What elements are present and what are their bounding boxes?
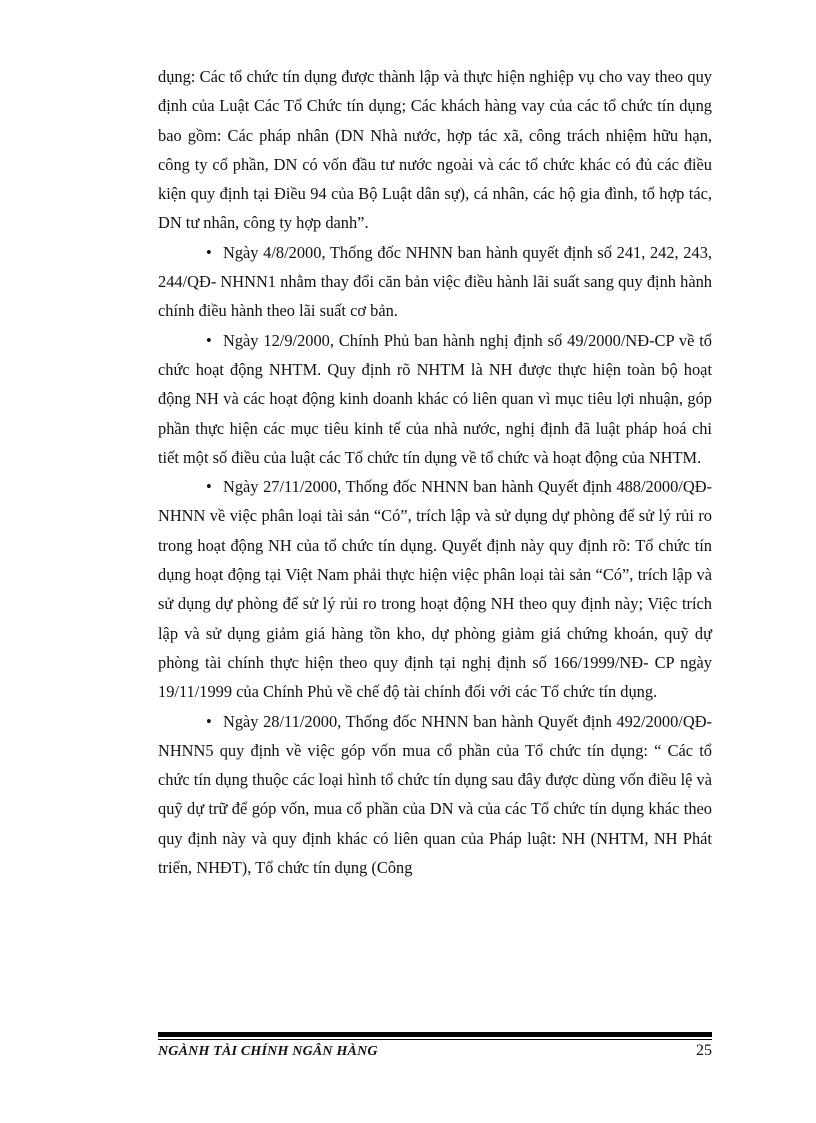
bullet-text: Ngày 27/11/2000, Thống đốc NHNN ban hành Quyết định 488/2000/QĐ- NHNN về việc phân loại tài sản “Có”, trích lập và sử dụng dự phòng để sử lý rủi ro trong hoạt động NH của tổ chức tín dụng. Quyết định này quy định rõ: Tổ chức tín dụng hoạt động tại Việt Nam phải thực hiện việc phân loại tài sản “Có”, trích lập và sử dụng dự phòng để sử lý rủi ro trong hoạt động NH theo quy định này; Việc trích lập và sử dụng giảm giá hàng tồn kho, dự phòng giảm giá chứng khoán, quỹ dự phòng tài chính thực hiện theo quy định tại nghị định số 166/1999/NĐ- CP ngày 19/11/1999 của Chính Phủ về chế độ tài chính đối với các Tổ chức tín dụng. [158, 477, 712, 702]
body-text [158, 62, 712, 882]
bullet-text: Ngày 12/9/2000, Chính Phủ ban hành nghị định số 49/2000/NĐ-CP về tổ chức hoạt động NHTM. Quy định rõ NHTM là NH được thực hiện toàn bộ hoạt động NH và các hoạt động kinh doanh khác có liên quan vì mục tiêu lợi nhuận, góp phần thực hiện các mục tiêu kinh tế của nhà nước, nghị định đã luật pháp hoá chi tiết một số điều của luật các Tổ chức tín dụng về tổ chức và hoạt động của NHTM. [158, 330, 712, 467]
bullet-dot-icon: • [206, 330, 212, 350]
bullet-text: Ngày 4/8/2000, Thống đốc NHNN ban hành quyết định số 241, 242, 243, 244/QĐ- NHNN1 nhằm thay đổi căn bản việc điều hành lãi suất sang quy định hành chính điều hành theo lãi suất cơ bản. [158, 242, 712, 321]
footer-divider-thin [158, 1039, 712, 1040]
intro-paragraph: dụng: Các tổ chức tín dụng được thành lập và thực hiện nghiệp vụ cho vay theo quy định của Luật Các Tổ Chức tín dụng; Các khách hàng vay của các tổ chức tín dụng bao gồm: Các pháp nhân (DN Nhà nước, hợp tác xã, công trách nhiệm hữu hạn, công ty cổ phần, DN có vốn đầu tư nước ngoài và các tổ chức khác có đủ các điều kiện quy định tại Điều 94 của Bộ Luật dân sự), cá nhân, các hộ gia đình, tổ hợp tác, DN tư nhân, công ty hợp danh”. [158, 67, 712, 233]
footer-title: NGÀNH TÀI CHÍNH NGÂN HÀNG [158, 1044, 378, 1059]
bullet-text: Ngày 28/11/2000, Thống đốc NHNN ban hành Quyết định 492/2000/QĐ- NHNN5 quy định về việc góp vốn mua cổ phần của Tổ chức tín dụng: “ Các tổ chức tín dụng thuộc các loại hình tổ chức tín dụng sau đây được dùng vốn điều lệ và quỹ dự trữ để góp vốn, mua cổ phần của DN và của các Tổ chức tín dụng khác theo quy định này và quy định khác có liên quan của Pháp luật: NH (NHTM, NH Phát triển, NHĐT), Tổ chức tín dụng (Công [158, 711, 712, 878]
bullet-dot-icon: • [206, 477, 212, 497]
bullet-dot-icon: • [206, 242, 212, 262]
bullet-item [158, 472, 712, 706]
bullet-item [158, 326, 712, 472]
bullet-dot-icon: • [206, 711, 212, 731]
page-number: 25 [696, 1042, 712, 1059]
bullet-item [158, 707, 712, 883]
bullet-item [158, 238, 712, 326]
footer-divider-thick [158, 1032, 712, 1037]
